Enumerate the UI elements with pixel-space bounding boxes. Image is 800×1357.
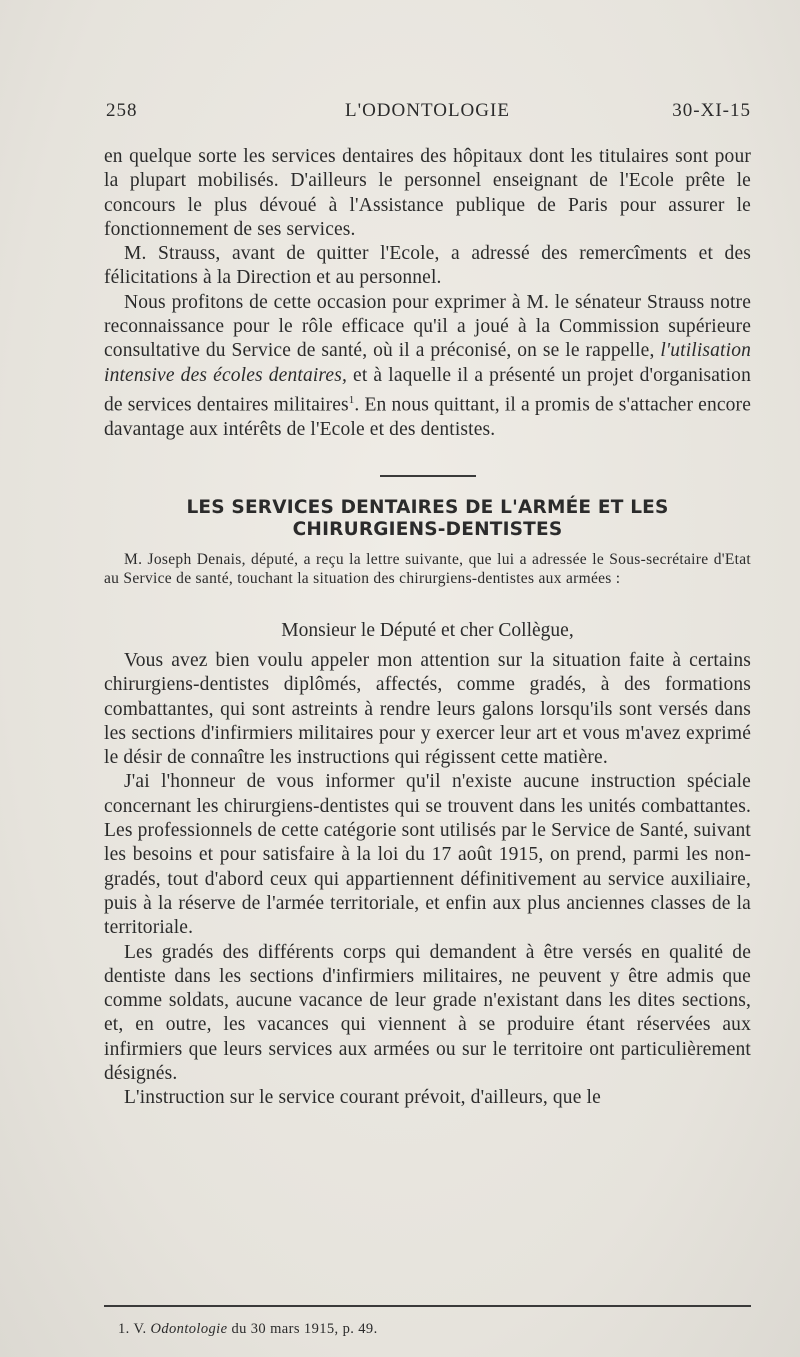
paragraph-continuation: en quelque sorte les services dentaires des hôpitaux dont les titulaires sont pour la plupart mobilisés. D'ailleurs le personnel enseignant de l'Ecole prête le concours le plus dévoué à l'Assistance publique de Paris pour assurer le fonctionnement de ses services. <box>104 146 751 240</box>
letter-salutation: Monsieur le Député et cher Collègue, <box>281 620 574 641</box>
footnote-citation: du 30 mars 1915, p. 49. <box>231 1321 378 1337</box>
section-divider <box>380 475 476 477</box>
paragraph-gratitude <box>104 291 751 442</box>
letter-body <box>104 649 751 1111</box>
section-title-line1: LES SERVICES DENTAIRES DE L'ARMÉE ET LES <box>186 497 669 518</box>
letter-paragraph: L'instruction sur le service courant prévoit, d'ailleurs, que le <box>124 1087 601 1109</box>
paragraph-gratitude-start: Nous profitons de cette occasion pour exprimer à M. le sénateur Strauss notre reconnaissance pour le rôle efficace qu'il a joué à la Commission supérieure consultative du Service de santé, où il a préconisé, on se le rappelle, <box>104 291 751 362</box>
italic-phrase: l'utilisation intensive des écoles dentaires, <box>104 340 751 386</box>
journal-title: L'ODONTOLOGIE <box>345 100 510 121</box>
section-intro: M. Joseph Denais, député, a reçu la lettre suivante, que lui a adressée le Sous-secrétaire d'Etat au Service de santé, touchant la situation des chirurgiens-dentistes aux armées : <box>104 551 751 588</box>
section-title-line2: CHIRURGIENS-DENTISTES <box>292 519 563 540</box>
letter-paragraph: Vous avez bien voulu appeler mon attention sur la situation faite à certains chirurgiens-dentistes diplômés, affectés, comme gradés, à des formations combattantes, qui sont astreints à rendre leurs galons lorsqu'ils sont versés dans les sections d'infirmiers militaires pour y exercer leur art et vous m'avez exprimé le désir de connaître les instructions qui régissent cette matière. <box>104 650 751 769</box>
footnote <box>118 1321 378 1338</box>
issue-date: 30-XI-15 <box>672 100 751 121</box>
footnote-number: 1. <box>118 1321 130 1337</box>
section-title <box>104 497 751 541</box>
page-number: 258 <box>106 100 138 121</box>
paragraph-strauss-thanks: M. Strauss, avant de quitter l'Ecole, a adressé des remercîments et des félicitations à la Direction et au personnel. <box>104 243 751 289</box>
footnote-journal: Odontologie <box>150 1321 228 1337</box>
footnote-prefix: V. <box>133 1321 147 1337</box>
footnote-divider <box>104 1305 751 1307</box>
running-header <box>104 100 751 128</box>
paragraph-gratitude-mid: et à laquelle il a présenté un projet d'organisation de services dentaires militaires <box>104 364 751 416</box>
letter-paragraph: J'ai l'honneur de vous informer qu'il n'existe aucune instruction spéciale concernant les chirurgiens-dentistes qui se trouvent dans les unités combattantes. Les professionnels de cette catégorie sont utilisés par le Service de Santé, suivant les besoins et pour satisfaire à la loi du 17 août 1915, on prend, parmi les non-gradés, tout d'abord ceux qui appartiennent définitivement au service auxiliaire, puis à la réserve de l'armée territoriale, et enfin aux plus anciennes classes de la territoriale. <box>104 771 751 939</box>
footnote-reference[interactable]: 1 <box>348 393 355 406</box>
paragraph-gratitude-end: . En nous quittant, il a promis de s'attacher encore davantage aux intérêts de l'Ecole et des dentistes. <box>104 394 752 440</box>
text-block-continued <box>104 145 751 442</box>
letter-paragraph: Les gradés des différents corps qui demandent à être versés en qualité de dentiste dans les sections d'infirmiers militaires, ne peuvent y être admis que comme soldats, aucune vacance de leur grade n'existant dans les dites sections, et, en outre, les vacances qui viennent à se produire étant réservées aux infirmiers que leurs services aux armées ou sur le territoire ont particulièrement désignés. <box>104 941 751 1085</box>
